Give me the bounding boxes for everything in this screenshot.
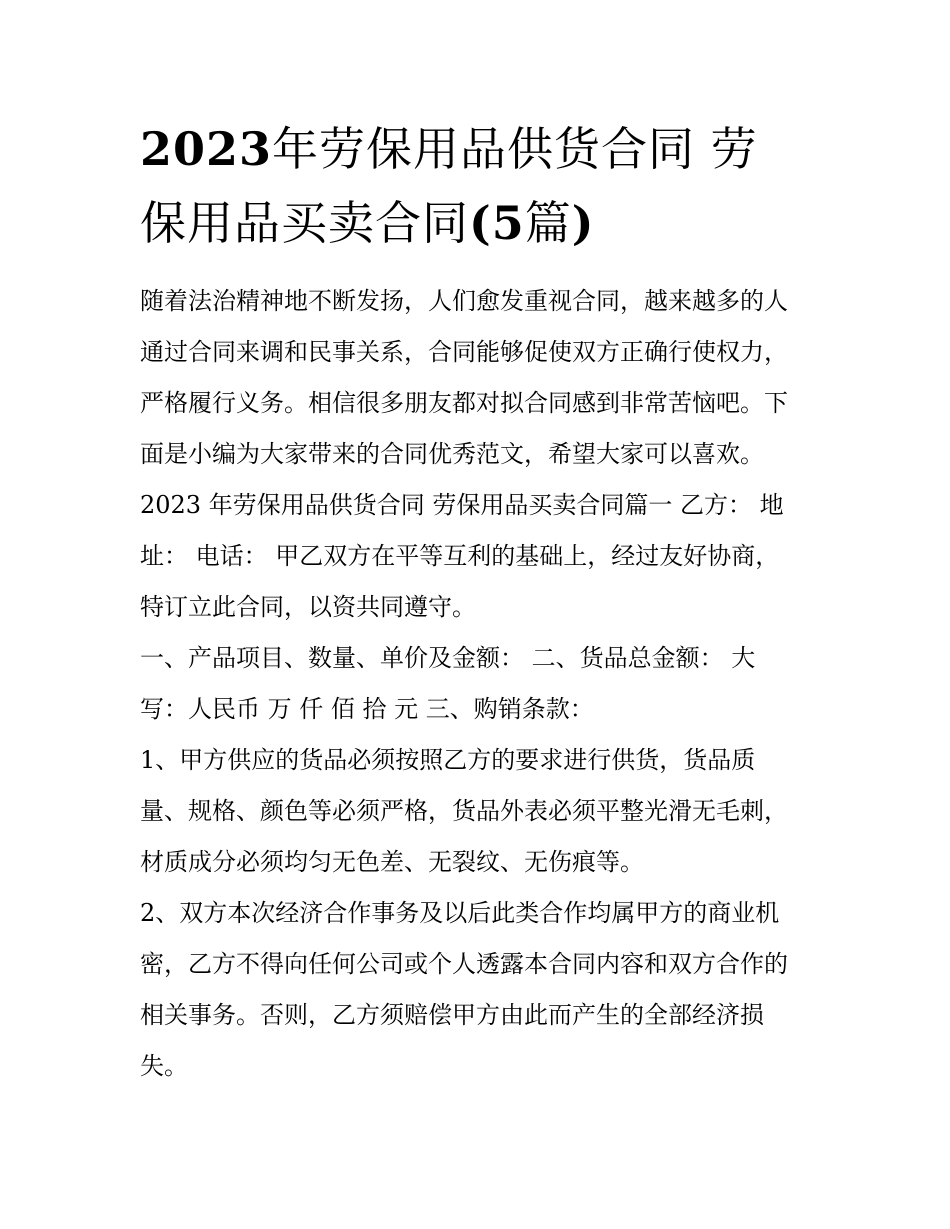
title-count: (5 (469, 196, 525, 250)
body-line: 写：人民币 万 仟 佰 拾 元 三、购销条款： (140, 695, 594, 723)
body-line: 相关事务。否则，乙方须赔偿甲方由此而产生的全部经济损 (140, 1001, 764, 1029)
body-line: 严格履行义务。相信很多朋友都对拟合同感到非常苦恼吧。下 (140, 389, 788, 417)
title-unit: 篇 (524, 196, 572, 250)
body-line: 通过合同来调和民事关系，合同能够促使双方正确行使权力， (140, 338, 788, 366)
title-year: 2023 (140, 122, 273, 176)
body-line: 址： 电话： 甲乙双方在平等互利的基础上，经过友好协商， (140, 542, 780, 570)
document-title (140, 112, 820, 260)
document-body (140, 276, 820, 1092)
body-line: 失。 (140, 1052, 188, 1080)
body-line: 密，乙方不得向任何公司或个人透露本合同内容和双方合作的 (140, 950, 788, 978)
body-line: 面是小编为大家带来的合同优秀范文，希望大家可以喜欢。 (140, 440, 764, 468)
body-line: 特订立此合同，以资共同遵守。 (140, 593, 476, 621)
body-line: 量、规格、颜色等必须严格，货品外表必须平整光滑无毛刺， (140, 797, 788, 825)
body-line: 2023 年劳保用品供货合同 劳保用品买卖合同篇一 乙方： 地 (140, 491, 784, 519)
body-line: 2、双方本次经济合作事务及以后此类合作均属甲方的商业机 (140, 899, 780, 927)
body-line: 1、甲方供应的货品必须按照乙方的要求进行供货，货品质 (140, 746, 756, 774)
body-line: 材质成分必须均匀无色差、无裂纹、无伤痕等。 (140, 848, 644, 876)
title-close-paren: ) (571, 196, 595, 250)
title-line2-text: 保用品买卖合同 (140, 196, 469, 250)
title-line1-text: 年劳保用品供货合同 劳 (272, 122, 758, 176)
body-line: 随着法治精神地不断发扬，人们愈发重视合同，越来越多的人 (140, 287, 788, 315)
body-line: 一、产品项目、数量、单价及金额： 二、货品总金额： 大 (140, 644, 756, 672)
